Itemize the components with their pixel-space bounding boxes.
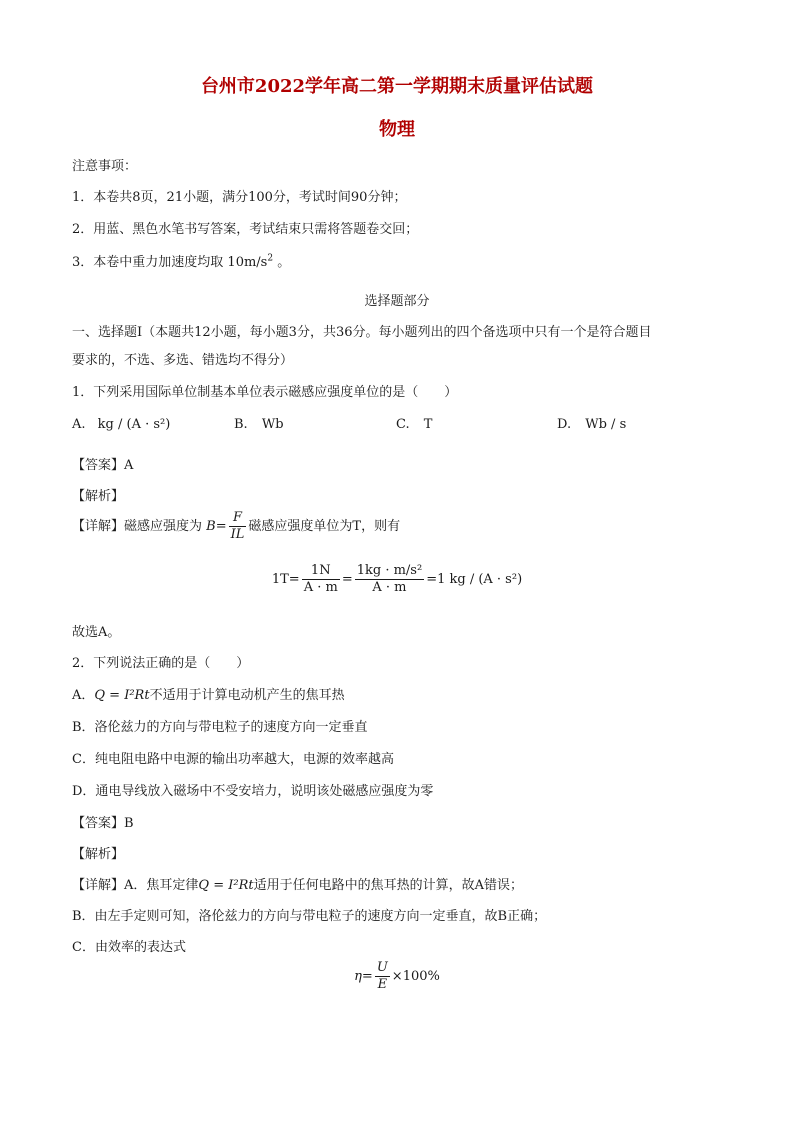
q2-option-a-pre: A． — [72, 688, 95, 703]
q1-option-b — [234, 417, 284, 432]
q1-option-c-text: T — [423, 417, 433, 432]
q2-option-a — [72, 684, 345, 703]
q1-detail-text2: 磁感应强度单位为T，则有 — [248, 519, 401, 534]
q1-eq-f1-den: A · m — [303, 580, 338, 595]
q2-option-b: B．洛伦兹力的方向与带电粒子的速度方向一定垂直 — [72, 720, 368, 735]
q2-analysis-tag: 【解析】 — [72, 847, 125, 862]
q2-detail-a-formula: Q = I²Rt — [198, 878, 254, 893]
q1-option-b-text: Wb — [261, 417, 284, 432]
q2-option-a-text: 不适用于计算电动机产生的焦耳热 — [149, 688, 345, 703]
q2-option-a-formula: Q = I²Rt — [94, 688, 150, 703]
q1-option-c-letter: C. — [396, 417, 410, 432]
q2-detail-a — [72, 874, 523, 893]
q2-detail-a-post: 适用于任何电路中的焦耳热的计算，故A错误； — [253, 878, 523, 893]
q2-eta: η — [354, 969, 362, 984]
q1-option-b-letter: B. — [234, 417, 248, 432]
q2-detail-a-pre: A．焦耳定律 — [124, 878, 199, 893]
q1-detail — [72, 510, 400, 543]
q2-eta-fraction — [375, 960, 390, 993]
notice-item-3-end: 。 — [277, 255, 291, 270]
notice-item-3 — [72, 251, 290, 270]
gravity-exponent: 2 — [267, 253, 274, 264]
q1-eq-rhs: =1 kg / (A · s²) — [426, 572, 523, 587]
q1-analysis-tag: 【解析】 — [72, 489, 125, 504]
subject-title: 物理 — [379, 119, 415, 140]
q1-eq-f2-num: 1kg · m/s² — [356, 563, 423, 578]
gravity-value: 10m/s — [227, 255, 268, 270]
section-title: 选择题部分 — [364, 294, 430, 309]
q1-detail-il: IL — [230, 527, 245, 542]
q2-option-d: D．通电导线放入磁场中不受安培力，说明该处磁感应强度为零 — [72, 784, 434, 799]
q1-eq-f1-num: 1N — [302, 563, 340, 580]
q1-option-a-text: kg / (A · s²) — [97, 417, 171, 432]
q2-eta-eq: = — [361, 969, 373, 984]
q2-efficiency-equation — [0, 960, 794, 993]
q2-option-c: C．纯电阻电路中电源的输出功率越大，电源的效率越高 — [72, 752, 394, 767]
q2-detail-c: C．由效率的表达式 — [72, 940, 186, 955]
q1-option-d-letter: D. — [557, 417, 572, 432]
section-desc-line1: 一、选择题Ⅰ（本题共12小题，每小题3分，共36分。每小题列出的四个备选项中只有一个是符合题目 — [72, 325, 652, 340]
exam-title: 台州市2022学年高二第一学期期末质量评估试题 — [200, 76, 594, 97]
q2-stem: 2．下列说法正确的是（ ） — [72, 656, 250, 671]
q2-answer — [72, 812, 134, 831]
q1-answer — [72, 454, 133, 473]
q2-eta-den: E — [377, 977, 388, 992]
q2-answer-tag: 【答案】 — [72, 816, 125, 831]
q1-eq-fraction-2 — [355, 563, 424, 596]
q1-detail-fraction — [229, 510, 247, 543]
q1-option-c — [396, 417, 432, 432]
q1-stem: 1．下列采用国际单位制基本单位表示磁感应强度单位的是（ ） — [72, 385, 458, 400]
q1-eq-lhs: 1T= — [271, 572, 300, 587]
notice-item-2: 2．用蓝、黑色水笔书写答案，考试结束只需将答题卷交回； — [72, 222, 419, 237]
q1-answer-value: A — [124, 458, 134, 473]
q2-eta-tail: ×100% — [391, 969, 440, 984]
q1-option-d-text: Wb / s — [585, 417, 627, 432]
q1-detail-text1: 磁感应强度为 — [124, 519, 203, 534]
q2-eta-num: U — [376, 960, 388, 975]
q1-detail-eq: = — [215, 519, 227, 534]
notice-item-3-text: 3．本卷中重力加速度均取 — [72, 255, 224, 270]
q1-option-d — [557, 417, 626, 432]
q1-detail-b: B — [206, 519, 216, 534]
section-desc-line2: 要求的，不选、多选、错选均不得分） — [72, 353, 294, 368]
q1-option-a — [72, 417, 170, 432]
q1-detail-tag: 【详解】 — [72, 519, 125, 534]
q1-detail-f: F — [229, 510, 247, 527]
q2-detail-b: B．由左手定则可知，洛伦兹力的方向与带电粒子的速度方向一定垂直，故B正确； — [72, 909, 547, 924]
q1-answer-tag: 【答案】 — [72, 458, 125, 473]
q2-answer-value: B — [124, 816, 134, 831]
q1-option-a-letter: A. — [72, 417, 86, 432]
notice-heading: 注意事项： — [72, 159, 138, 174]
notice-item-1: 1．本卷共8页，21小题，满分100分，考试时间90分钟； — [72, 190, 407, 205]
q1-conclusion: 故选A。 — [72, 625, 121, 640]
q2-detail-tag: 【详解】 — [72, 878, 125, 893]
q1-eq-f2-den: A · m — [372, 580, 407, 595]
q1-equation: 1T= $\frac{1N}{A \cdot m}$ = $\frac{\text{1kg · m/s²}}{A \cdot m}$ =1 kg / (A · s²) — [271, 563, 523, 595]
q1-eq-fraction-1 — [302, 563, 340, 596]
